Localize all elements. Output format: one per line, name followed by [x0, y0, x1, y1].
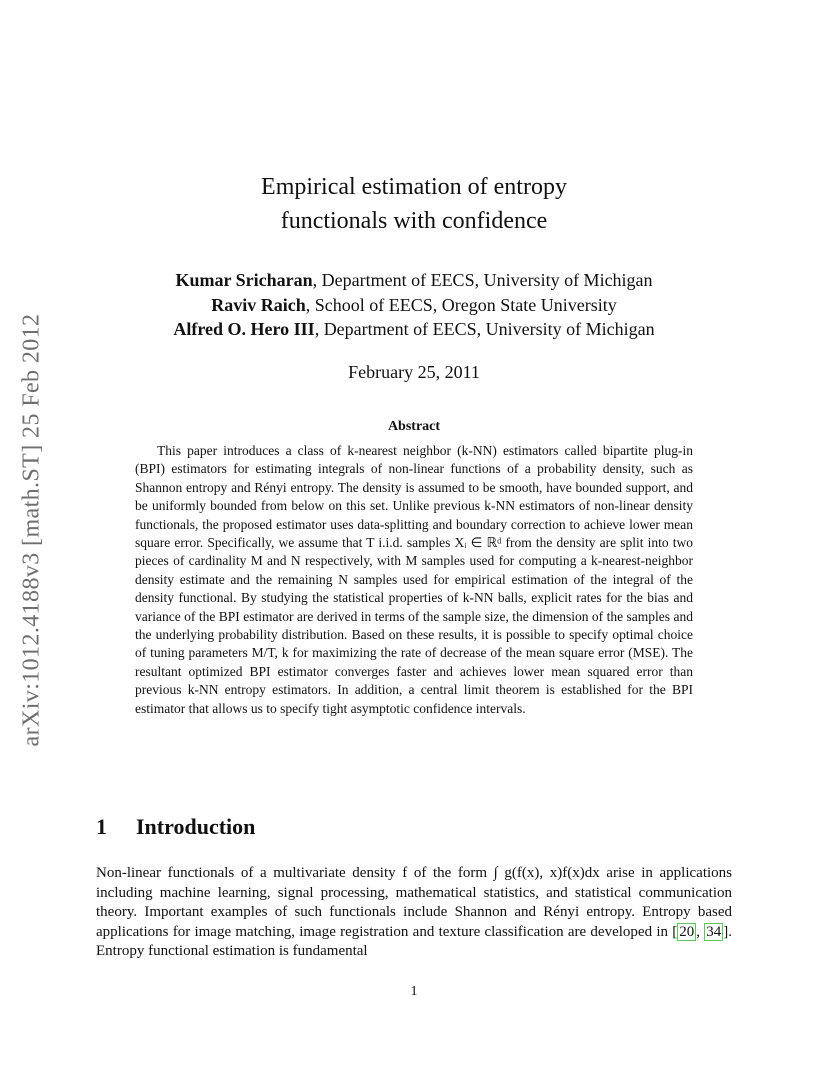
author-list: [80, 268, 748, 342]
citation-link[interactable]: 34: [706, 923, 722, 940]
section-title: Introduction: [136, 814, 256, 839]
author-affiliation: , School of EECS, Oregon State University: [305, 294, 617, 315]
paper-date: February 25, 2011: [348, 362, 480, 382]
arxiv-identifier: arXiv:1012.4188v3 [math.ST] 25 Feb 2012: [18, 313, 45, 747]
intro-text: Non-linear functionals of a multivariate density f of the form ∫ g(f(x), x)f(x)dx arise in applications including machine learning, signal processing, mathematical statistics, and statistical communication theory. Important examples of such functionals include Shannon and Rényi entropy. Entropy based applications for image matching, image registration and texture classification are developed in [: [96, 865, 732, 940]
section-number: 1: [96, 814, 107, 839]
page-number: 1: [410, 984, 418, 999]
abstract-body: [135, 442, 693, 718]
intro-paragraph: [96, 864, 732, 962]
arxiv-side-stamp: [6, 290, 58, 770]
paper-title: [120, 170, 708, 238]
section-heading: [96, 814, 255, 840]
author-name: Alfred O. Hero III: [173, 319, 315, 339]
author-name: Kumar Sricharan: [175, 270, 313, 290]
author-line: [80, 317, 748, 342]
author-line: [80, 268, 748, 293]
author-affiliation: , Department of EECS, University of Michigan: [314, 319, 655, 339]
author-name: Raviv Raich: [211, 294, 306, 315]
abstract-paragraph: This paper introduces a class of k-nearest neighbor (k-NN) estimators called bipartite plug-in (BPI) estimators for estimating integrals of non-linear functions of a probability density, such as Shannon entropy and Rényi entropy. The density is assumed to be smooth, have bounded support, and be uniformly bounded from below on this set. Unlike previous k-NN estimators of non-linear density functionals, the proposed estimator uses data-splitting and boundary correction to achieve lower mean square error. Specifically, we assume that T i.i.d. samples Xᵢ ∈ ℝᵈ from the density are split into two pieces of cardinality M and N respectively, with M samples used for computing a k-nearest-neighbor density estimate and the remaining N samples used for empirical estimation of the integral of the density functional. By studying the statistical properties of k-NN balls, explicit rates for the bias and variance of the BPI estimator are derived in terms of the sample size, the dimension of the samples and the underlying probability distribution. Based on these results, it is possible to specify optimal choice of tuning parameters M/T, k for maximizing the rate of decrease of the mean square error (MSE). The resultant optimized BPI estimator converges faster and achieves lower mean squared error than previous k-NN entropy estimators. In addition, a central limit theorem is established for the BPI estimator that allows us to specify tight asymptotic confidence intervals.: [135, 443, 693, 716]
title-line-1: Empirical estimation of entropy: [261, 174, 567, 200]
abstract-heading: Abstract: [387, 419, 441, 434]
author-line: [80, 293, 748, 318]
intro-text: ]. Entropy functional estimation is fundamental: [96, 923, 733, 960]
author-affiliation: , Department of EECS, University of Michigan: [312, 270, 653, 290]
citation-link[interactable]: 20: [679, 923, 695, 940]
intro-body: [96, 864, 732, 962]
title-line-2: functionals with confidence: [280, 208, 548, 234]
citation-separator: ,: [696, 923, 705, 940]
